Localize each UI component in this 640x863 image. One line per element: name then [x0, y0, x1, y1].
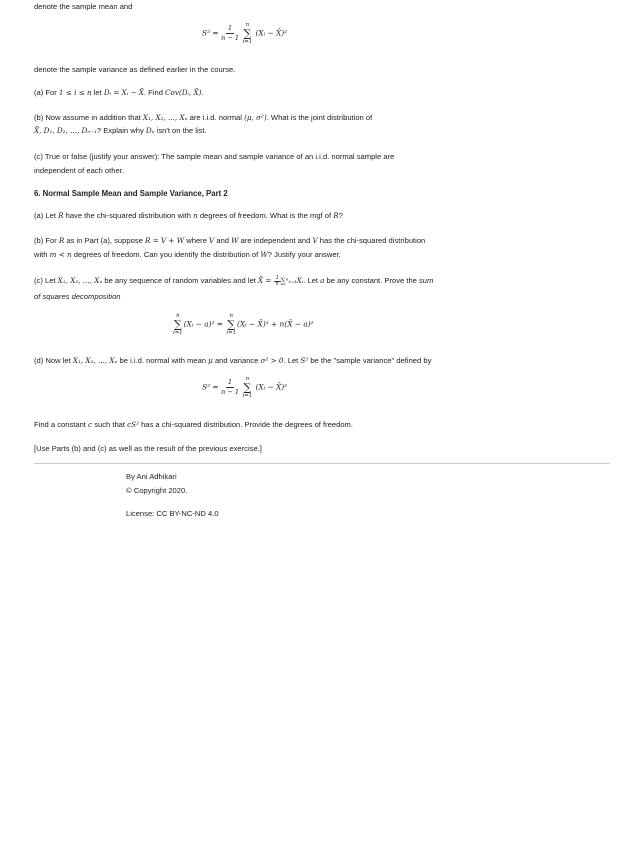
eq2-rhs: (Xᵢ − X̄)² + n(X̄ − a)² [237, 319, 314, 329]
part-a [34, 86, 204, 100]
eq3-lhs: S² = [202, 382, 219, 392]
footer-license: License: CC BY-NC-ND 4.0 [126, 509, 219, 518]
find-math-c: c [88, 420, 93, 429]
eq2-sum-2 [226, 313, 236, 336]
q6b-text-1: (b) For [34, 236, 59, 245]
eq3-frac-den: n − 1 [220, 388, 240, 396]
eq1-frac-num: 1 [227, 24, 233, 32]
part-b-line-1 [34, 111, 372, 125]
q6b-text-2: as in Part (a), suppose [64, 236, 145, 245]
q6c-line-1 [34, 274, 433, 288]
q6d-math-sequence: X₁, X₂, ..., Xₙ [72, 356, 118, 365]
q6a-math-n: n [193, 211, 198, 220]
sample-variance-equation-2 [202, 376, 287, 399]
section-heading-6: 6. Normal Sample Mean and Sample Variance, Part 2 [34, 189, 228, 198]
eq3-sum-lower: i=1 [242, 393, 253, 399]
sigma-symbol: ∑ [227, 318, 236, 331]
find-math-cs2: cS² [127, 420, 139, 429]
q6b-math-w2: W [260, 250, 268, 259]
part-c-line-2: independent of each other. [34, 166, 124, 175]
eq3-fraction [221, 378, 239, 397]
eq1-sum-upper: n [245, 22, 250, 28]
q6c-text-3: . Let [303, 276, 321, 285]
q6b-math-v2: V [312, 236, 318, 245]
q6b-text-5: are independent and [238, 236, 313, 245]
eq1-lhs: S² = [202, 28, 219, 38]
q6c-text-1: (c) Let [34, 276, 58, 285]
part-a-find: . Find [143, 88, 166, 97]
sigma-symbol: ∑ [243, 381, 252, 394]
q6d-text-3: and variance [212, 356, 261, 365]
q6c-math-xbar: X̄ = [258, 276, 274, 285]
q6c-math-a: a [320, 276, 325, 285]
eq2-sum1-upper: n [176, 313, 180, 319]
q6b-math-sum: R = V + W [144, 236, 185, 245]
eq1-rhs: (Xᵢ − X̄)² [255, 28, 288, 38]
intro-line: denote the sample mean and [34, 2, 133, 11]
eq3-frac-num: 1 [227, 378, 233, 386]
part-b-math-list: X̄, D₁, D₂, ..., Dₙ₋₁ [34, 126, 97, 135]
part-b-math-params: (μ, σ²) [244, 113, 267, 122]
part-b-math-sequence: X₁, X₂, ..., Xₙ [142, 113, 188, 122]
footer-divider [34, 463, 610, 464]
q6a-math-r2: R [333, 211, 339, 220]
variance-line: denote the sample variance as defined earlier in the course. [34, 65, 236, 74]
q6b-math-m-less-n: m < n [49, 250, 72, 259]
q6c-math-sequence: X₁, X₂, ..., Xₙ [57, 276, 103, 285]
part-a-math-deviation: Dᵢ = Xᵢ − X̄ [103, 88, 144, 97]
q6b-text-8: degrees of freedom. Can you identify the distribution of [71, 250, 261, 259]
q6c-text-4: be any constant. Prove the [324, 276, 419, 285]
q6b-text-7: with [34, 250, 50, 259]
eq2-sum2-lower: i=1 [226, 330, 237, 336]
q6b-text-6: has the chi-squared distribution [317, 236, 426, 245]
part-b-text-3: . What is the joint distribution of [266, 113, 373, 122]
sigma-symbol: ∑ [173, 318, 182, 331]
part-b-math-dn: Dₙ [145, 126, 155, 135]
eq2-sum2-upper: n [229, 313, 233, 319]
find-constant [34, 418, 353, 432]
q6d-text-1: (d) Now let [34, 356, 73, 365]
q6c-frac [274, 276, 281, 287]
q6a-math-r: R [58, 211, 64, 220]
q6d-text-5: be the "sample variance" defined by [308, 356, 432, 365]
q6a [34, 209, 343, 223]
q6c-text-5: of squares decomposition [34, 292, 121, 301]
q6d-text-2: be i.i.d. normal with mean [117, 356, 209, 365]
q6b-line-1 [34, 234, 425, 248]
q6b-text-9: ? Justify your answer. [267, 250, 341, 259]
eq3-sum [242, 376, 252, 399]
find-text-1: Find a constant [34, 420, 89, 429]
part-b-text-4: ? Explain why [96, 126, 146, 135]
q6d-math-s2: S² [300, 356, 309, 365]
q6b-math-v: V [209, 236, 215, 245]
part-b-text-2: are i.i.d. normal [187, 113, 245, 122]
q6a-text-3: degrees of freedom. What is the mgf of [197, 211, 334, 220]
sum-of-squares-equation [172, 313, 314, 336]
q6c-sum-emph: sum [419, 276, 434, 285]
eq3-rhs: (Xᵢ − X̄)² [255, 382, 288, 392]
q6d-text-4: . Let [283, 356, 301, 365]
eq1-frac-den: n − 1 [220, 34, 240, 42]
footer-copyright: © Copyright 2020. [126, 486, 188, 495]
eq1-sum [242, 22, 252, 45]
eq2-sum-1 [173, 313, 183, 336]
q6b-text-3: where [184, 236, 210, 245]
eq1-sum-lower: i=1 [242, 39, 253, 45]
sample-variance-equation-1 [202, 22, 287, 45]
q6d [34, 354, 431, 368]
q6b-math-r: R [58, 236, 65, 245]
q6b-math-w: W [231, 236, 239, 245]
find-text-3: has a chi-squared distribution. Provide the degrees of freedom. [138, 420, 353, 429]
find-text-2: such that [92, 420, 128, 429]
q6a-text-1: (a) Let [34, 211, 59, 220]
part-b-text-5: isn't on the list. [154, 126, 207, 135]
eq2-lhs: (Xᵢ − a)² = [183, 319, 223, 329]
q6d-math-sigma: σ² > 0 [260, 356, 284, 365]
part-a-mid: let [91, 88, 104, 97]
q6d-math-mu: μ [208, 356, 213, 365]
q6c-frac-num: 1 [275, 274, 279, 281]
q6a-text-2: have the chi-squared distribution with [63, 211, 194, 220]
eq3-sum-upper: n [245, 376, 250, 382]
eq1-fraction [221, 24, 239, 43]
q6c-line-2 [34, 290, 121, 304]
part-a-end: . [201, 88, 204, 97]
part-b-line-2 [34, 124, 207, 138]
q6a-text-4: ? [338, 211, 343, 220]
q6c-frac-den: n [275, 280, 279, 287]
part-a-text: (a) For [34, 88, 59, 97]
q6c-text-2: be any sequence of random variables and let [102, 276, 259, 285]
q6b-text-4: and [214, 236, 232, 245]
use-parts-hint: [Use Parts (b) and (c) as well as the result of the previous exercise.] [34, 444, 262, 453]
footer-author: By Ani Adhikari [126, 472, 177, 481]
q6b-line-2 [34, 248, 341, 262]
part-a-math-cov: Cov(Dᵢ, X̄) [165, 88, 202, 97]
part-b-text-1: (b) Now assume in addition that [34, 113, 143, 122]
part-c-line-1: (c) True or false (justify your answer): The sample mean and sample variance of an i.i.d. normal sample are [34, 152, 395, 161]
part-a-math-range: 1 ≤ i ≤ n [58, 88, 92, 97]
eq2-sum1-lower: i=1 [173, 330, 183, 336]
q6c-math-sum: ∑ⁿᵢ₌₁Xᵢ [280, 276, 304, 285]
sigma-symbol: ∑ [243, 27, 252, 40]
